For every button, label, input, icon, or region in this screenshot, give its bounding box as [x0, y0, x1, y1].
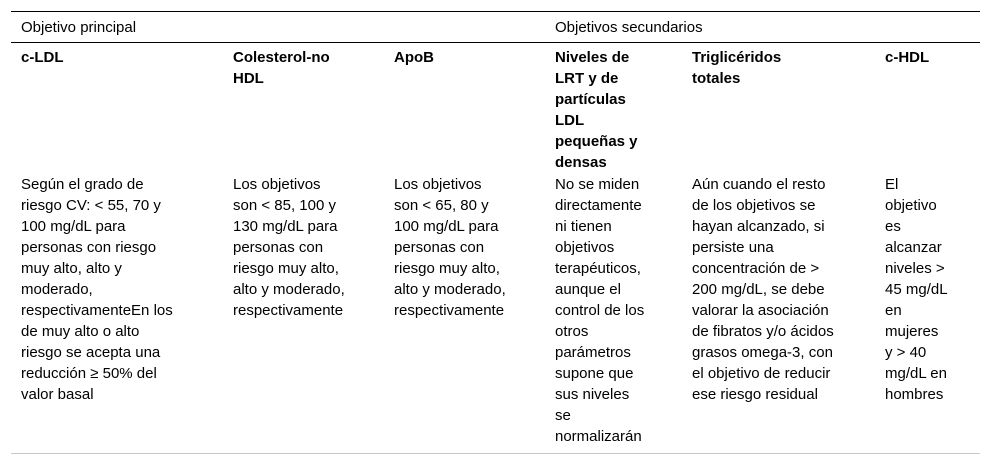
cell-colesterol-no-hdl: Los objetivos son < 85, 100 y 130 mg/dL para personas con riesgo muy alto, alto y moderado, respectivamente	[233, 176, 345, 319]
column-header-apob: ApoB	[394, 49, 434, 66]
column-header-c-ldl: c-LDL	[21, 49, 64, 66]
cell-c-ldl: Según el grado de riesgo CV: < 55, 70 y 100 mg/dL para personas con riesgo muy alto, alto y moderado, respectivamenteEn los de muy alto o alto riesgo se acepta una reducción ≥ 50% del valor basal	[21, 176, 173, 403]
cell-apob: Los objetivos son < 65, 80 y 100 mg/dL para personas con riesgo muy alto, alto y moderado, respectivamente	[394, 176, 506, 319]
header-secondary-objectives: Objetivos secundarios	[555, 19, 703, 36]
table-top-rule	[11, 11, 980, 12]
column-header-colesterol-no-hdl: Colesterol-no HDL	[233, 49, 330, 87]
column-header-trigliceridos: Triglicéridos totales	[692, 49, 782, 87]
cell-c-hdl: El objetivo es alcanzar niveles > 45 mg/dL en mujeres y > 40 mg/dL en hombres	[885, 176, 948, 403]
header-primary-objective: Objetivo principal	[21, 19, 137, 36]
cell-trigliceridos: Aún cuando el resto de los objetivos se hayan alcanzado, si persiste una concentración de > 200 mg/dL, se debe valorar la asociación de fibratos y/o ácidos grasos omega-3, con el objetivo de reducir ese riesgo residual	[692, 176, 834, 403]
cell-lrt-ldl: No se miden directamente ni tienen objetivos terapéuticos, aunque el control de los otros parámetros supone que sus niveles se normalizarán	[555, 176, 645, 445]
table-bottom-rule	[11, 453, 980, 454]
header-group-rule	[11, 42, 980, 43]
column-header-lrt-ldl: Niveles de LRT y de partículas LDL pequeñas y densas	[555, 49, 638, 171]
column-header-c-hdl: c-HDL	[885, 49, 930, 66]
